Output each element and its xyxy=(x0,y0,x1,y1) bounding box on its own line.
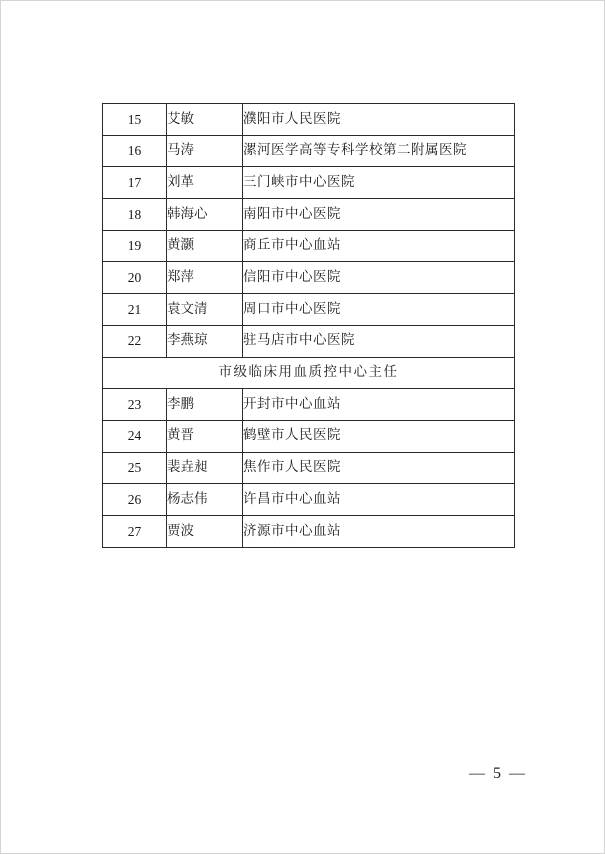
table-row xyxy=(103,294,515,326)
work-unit: 周口市中心医院 xyxy=(243,294,515,326)
person-name: 艾敏 xyxy=(167,104,243,136)
row-number: 23 xyxy=(103,389,167,421)
work-unit: 信阳市中心医院 xyxy=(243,262,515,294)
row-number: 18 xyxy=(103,199,167,231)
row-number: 24 xyxy=(103,420,167,452)
person-name: 黄晋 xyxy=(167,420,243,452)
row-number: 25 xyxy=(103,452,167,484)
row-number: 21 xyxy=(103,294,167,326)
table-row xyxy=(103,199,515,231)
row-number: 16 xyxy=(103,135,167,167)
table-row xyxy=(103,230,515,262)
person-name: 黄灏 xyxy=(167,230,243,262)
row-number: 19 xyxy=(103,230,167,262)
section-title: 市级临床用血质控中心主任 xyxy=(103,357,515,389)
work-unit: 鹤壁市人民医院 xyxy=(243,420,515,452)
table-row xyxy=(103,515,515,547)
roster-table xyxy=(102,103,515,548)
work-unit: 濮阳市人民医院 xyxy=(243,104,515,136)
person-name: 裴垚昶 xyxy=(167,452,243,484)
work-unit: 驻马店市中心医院 xyxy=(243,325,515,357)
work-unit: 南阳市中心医院 xyxy=(243,199,515,231)
person-name: 李鹏 xyxy=(167,389,243,421)
work-unit: 漯河医学高等专科学校第二附属医院 xyxy=(243,135,515,167)
table-row xyxy=(103,420,515,452)
person-name: 韩海心 xyxy=(167,199,243,231)
row-number: 17 xyxy=(103,167,167,199)
work-unit: 济源市中心血站 xyxy=(243,515,515,547)
work-unit: 许昌市中心血站 xyxy=(243,484,515,516)
table-row xyxy=(103,135,515,167)
table-row xyxy=(103,452,515,484)
work-unit: 焦作市人民医院 xyxy=(243,452,515,484)
table-row xyxy=(103,167,515,199)
work-unit: 商丘市中心血站 xyxy=(243,230,515,262)
person-name: 杨志伟 xyxy=(167,484,243,516)
person-name: 贾波 xyxy=(167,515,243,547)
person-name: 马涛 xyxy=(167,135,243,167)
person-name: 袁文清 xyxy=(167,294,243,326)
row-number: 15 xyxy=(103,104,167,136)
person-name: 郑萍 xyxy=(167,262,243,294)
row-number: 26 xyxy=(103,484,167,516)
person-name: 李燕琼 xyxy=(167,325,243,357)
table-row xyxy=(103,262,515,294)
table-row xyxy=(103,484,515,516)
row-number: 20 xyxy=(103,262,167,294)
table-row xyxy=(103,325,515,357)
row-number: 22 xyxy=(103,325,167,357)
person-name: 刘革 xyxy=(167,167,243,199)
roster-table-body xyxy=(103,104,515,548)
work-unit: 开封市中心血站 xyxy=(243,389,515,421)
work-unit: 三门峡市中心医院 xyxy=(243,167,515,199)
table-row xyxy=(103,389,515,421)
page-number: — 5 — xyxy=(469,765,527,782)
table-row xyxy=(103,104,515,136)
section-header-row xyxy=(103,357,515,389)
row-number: 27 xyxy=(103,515,167,547)
